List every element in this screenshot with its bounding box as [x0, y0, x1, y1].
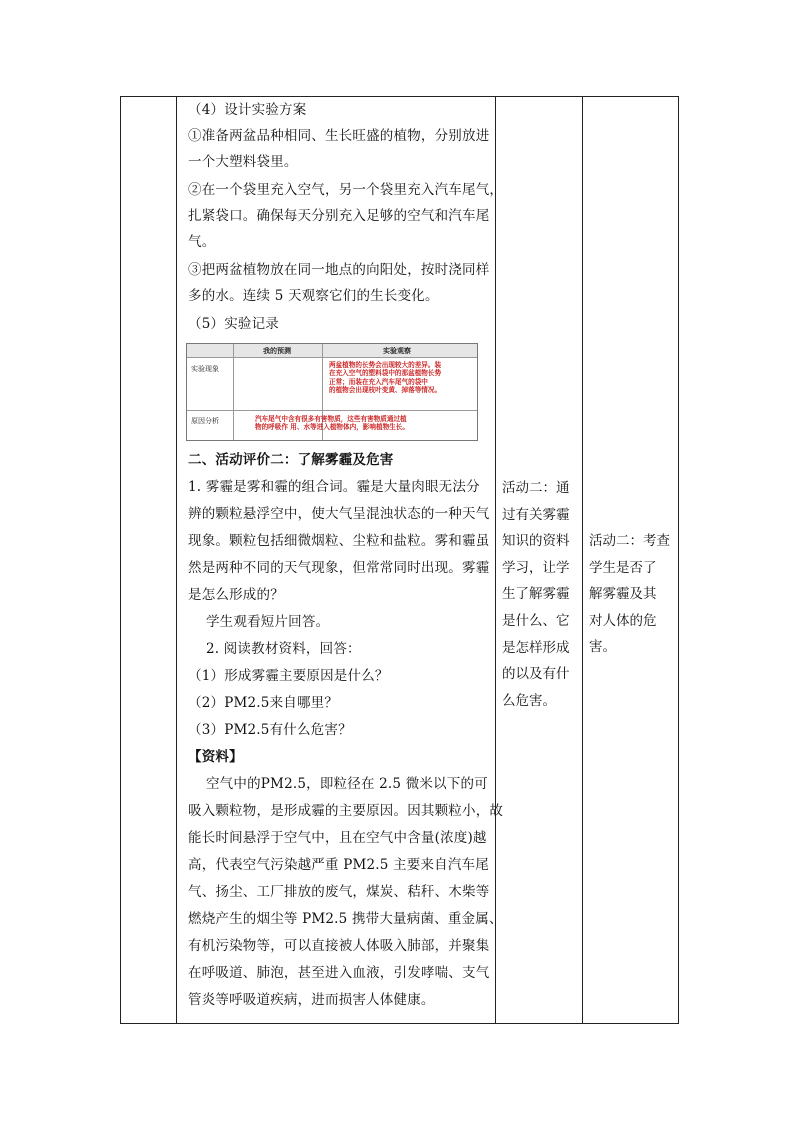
experiment-record-table [186, 343, 478, 441]
record-observation-text: 两盆植物的长势会出现较大的差异。装 在充入空气的塑料袋中的那盆植物长势 正常；而装在充入汽车尾气的袋中 的植物会出现枝叶变黄、掉落等情况。 [329, 361, 442, 395]
design-heading: （4）设计实验方案 [188, 102, 307, 118]
record-row-phenomenon-label: 实验现象 [191, 365, 219, 373]
material-line-7: 有机污染物等，可以直接被人体吸入肺部，并聚集 [188, 938, 490, 954]
material-line-5: 气、扬尘、工厂排放的废气，煤炭、秸秆、木柴等 [188, 884, 490, 900]
haze-line-3: 现象。颗粒包括细微烟粒、尘粒和盐粒。雾和霾虽 [188, 533, 490, 549]
evaluation-description: 活动二：考查 学生是否了 解雾霾及其 对人体的危 害。 [589, 533, 670, 656]
step-1-line-1: ①准备两盆品种相同、生长旺盛的植物，分别放进 [188, 128, 490, 144]
material-line-2: 吸入颗粒物，是形成霾的主要原因。因其颗粒小，故 [188, 803, 504, 819]
activity-column [496, 97, 583, 1024]
record-heading: （5）实验记录 [188, 316, 279, 332]
material-line-3: 能长时间悬浮于空气中，且在空气中含量(浓度)越 [188, 830, 487, 846]
content-column [177, 97, 504, 1024]
blank-column [121, 97, 177, 1024]
evaluation-column [583, 97, 679, 1024]
step-2-line-1: ②在一个袋里充入空气，另一个袋里充入汽车尾气， [188, 182, 504, 198]
question-2: （2）PM2.5来自哪里？ [188, 695, 339, 711]
step-2-line-2: 扎紧袋口。确保每天分别充入足够的空气和汽车尾 [188, 208, 490, 224]
step-2-line-3: 气。 [188, 234, 216, 250]
content-cell [177, 97, 504, 1023]
record-divider [233, 344, 234, 440]
step-3-line-2: 多的水。连续 5 天观察它们的生长变化。 [188, 288, 439, 304]
record-header-observation: 实验观察 [383, 347, 411, 355]
step-3-line-1: ③把两盆植物放在同一地点的向阳处，按时浇同样 [188, 262, 490, 278]
material-line-6: 燃烧产生的烟尘等 PM2.5 携带大量病菌、重金属、 [188, 911, 503, 927]
record-header-prediction: 我的预测 [263, 347, 291, 355]
activity-description: 活动二：通 过有关雾霾 知识的资料 学习，让学 生了解雾霾 是什么、它 是怎样形成 的以及有什 么危害。 [502, 480, 570, 709]
haze-line-4: 然是两种不同的天气现象，但常常同时出现。雾霾 [188, 560, 490, 576]
material-line-1: 空气中的PM2.5，即粒径在 2.5 微米以下的可 [188, 776, 488, 792]
record-analysis-text: 汽车尾气中含有很多有害物质，这些有害物质通过植 物的呼吸作 用、水等进入植物体内，影响植物生长。 [255, 415, 409, 432]
lesson-table [120, 96, 679, 1024]
haze-line-1: 1. 雾霾是雾和霾的组合词。霾是大量肉眼无法分 [188, 479, 480, 495]
step-1-line-2: 一个大塑料袋里。 [188, 154, 298, 170]
material-line-8: 在呼吸道、肺泡，甚至进入血液，引发哮喘、支气 [188, 965, 490, 981]
record-row-analysis-label: 原因分析 [191, 417, 219, 425]
section-title: 二、活动评价二：了解雾霾及危害 [188, 452, 394, 468]
record-header-row [187, 344, 477, 358]
haze-line-5: 是怎么形成的？ [188, 587, 284, 603]
question-3: （3）PM2.5有什么危害？ [188, 722, 352, 738]
haze-line-7: 2. 阅读教材资料，回答： [188, 641, 361, 657]
material-line-4: 高，代表空气污染越严重 PM2.5 主要来自汽车尾 [188, 857, 489, 873]
material-line-9: 管炎等呼吸道疾病，进而损害人体健康。 [188, 992, 435, 1008]
haze-line-2: 辨的颗粒悬浮空中，使大气呈混浊状态的一种天气 [188, 506, 490, 522]
question-1: （1）形成雾霾主要原因是什么？ [188, 668, 389, 684]
material-title: 【资料】 [188, 749, 243, 765]
haze-line-6: 学生观看短片回答。 [188, 614, 330, 630]
record-divider [187, 410, 477, 411]
